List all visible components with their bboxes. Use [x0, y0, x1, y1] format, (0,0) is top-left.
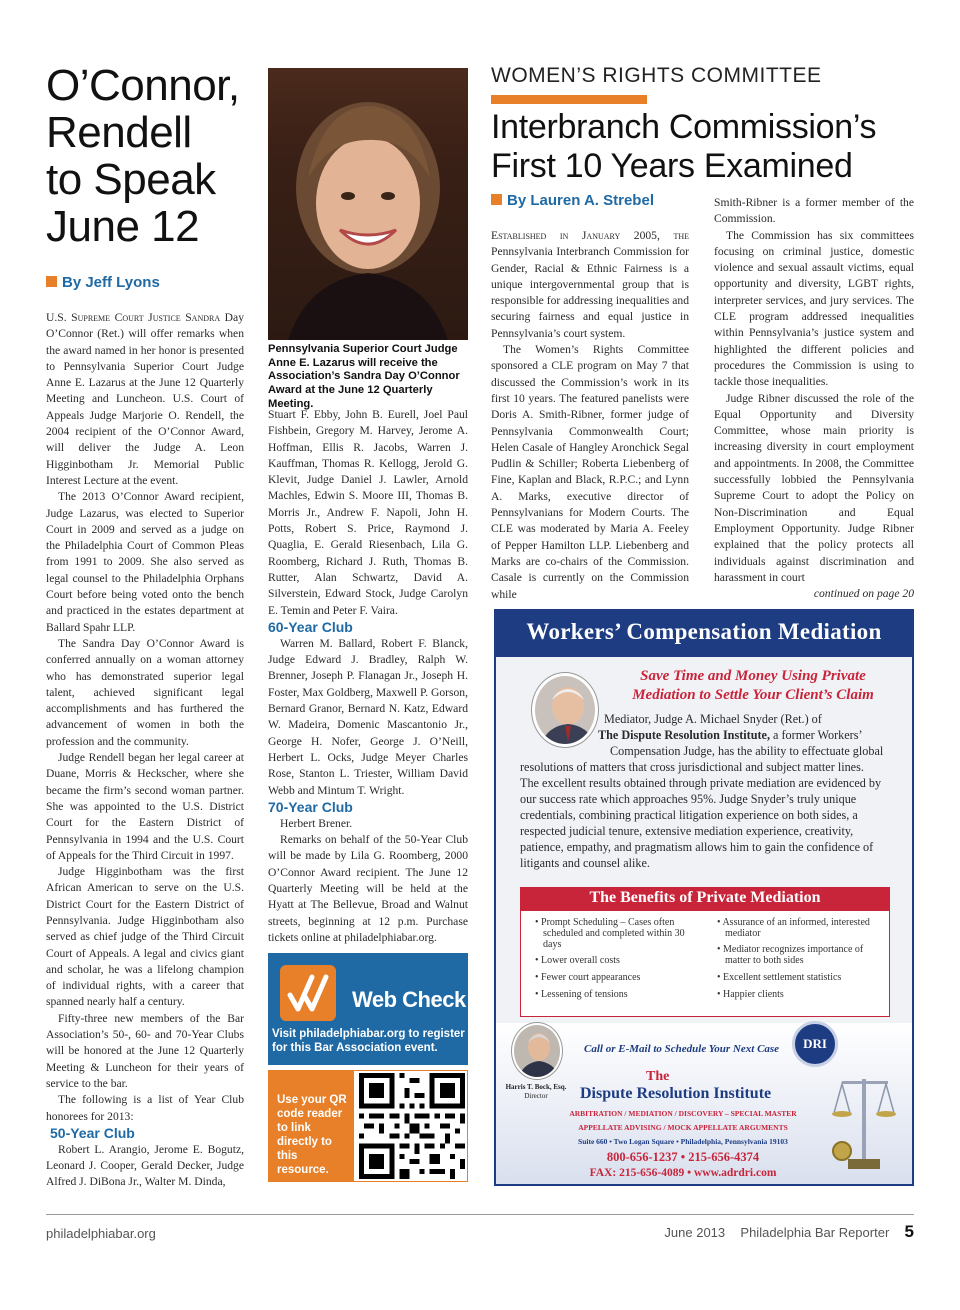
- portrait-illustration: [268, 68, 468, 340]
- qr-code-icon: [359, 1073, 465, 1179]
- body-line: Compensation Judge, has the ability to effectuate global: [610, 744, 884, 758]
- body-text: a former Workers’: [770, 728, 863, 742]
- club-60-heading: 60-Year Club: [268, 618, 353, 635]
- paragraph: The Women’s Rights Committee sponsored a CLE program on May 7 that discussed the Commission’s work in its first 10 years. The featured panelists were Doris A. Smith-Ribner, former judge of Pennsylvania Commonwealth Court; Helen Casale of Hangley Aronchick Segal Pudlin & Schiller; Roberta Liebenberg of Fine, Kaplan and Black, R.P.C.; and Lynn A. Marks, executive director of Pennsylvanians for Modern Courts. The CLE was moderated by Maria A. Feeley of Pepper Hamilton LLP. Liebenberg and Marks are co-chairs of the Commission. Casale is currently on the Commission while: [491, 343, 689, 601]
- middle-body: [268, 407, 468, 946]
- ad-body: [520, 711, 892, 871]
- left-article-body: [46, 310, 244, 1191]
- benefit-item: • Prompt Scheduling – Cases often scheduled and completed within 30 days: [535, 917, 685, 950]
- byline-text: By Jeff Lyons: [62, 274, 160, 291]
- right-byline: [491, 192, 654, 209]
- section-label: WOMEN’S RIGHTS COMMITTEE: [491, 64, 822, 87]
- benefits-left-list: [535, 917, 705, 1000]
- benefit-text: Lessening of tensions: [541, 989, 628, 1000]
- dri-seal-label: DRI: [803, 1036, 827, 1051]
- remarks-paragraph: Remarks on behalf of the 50-Year Club will be made by Lila G. Roomberg, 2000 O’Connor Award recipient. The June 12 Quarterly Meeting will be held at the Hyatt at The Bellevue, Broad and Walnut streets, beginning at 12 p.m. Purchase tickets online at philadelphiabar.org.: [268, 833, 468, 944]
- paragraph: The Commission has six committees focusing on criminal justice, domestic violence and sexual assault victims, equal opportunity and diversity, LGBT rights, interpreter services, and jury services. The CLE program addressed inequalities within Pennsylvania’s justice system and highlighted the different policies and procedures the Commission is using to tackle those inequalities.: [714, 228, 914, 389]
- paragraph: Judge Rendell began her legal career at Duane, Morris & Heckscher, where she became the firm’s second woman partner. She was appointed to the U.S. District Court for the Eastern District of Pennsylvania in 1994 and the U.S. Court of Appeals for the Third Circuit in 1997.: [46, 751, 244, 862]
- ad-fax-web[interactable]: FAX: 215-656-4089 • www.adrdri.com: [589, 1167, 777, 1179]
- orange-square-icon: [491, 194, 502, 205]
- benefit-item: • Assurance of an informed, interested mediator: [717, 917, 870, 939]
- club-50-names-continued: Stuart F. Ebby, John B. Eurell, Joel Paul Fishbein, Gregory M. Harvey, Jerome A. Hoffman, Ellis R. Jacobs, Warren J. Kauffman, Thomas R. Kellogg, Jerold G. Klevit, Judge Daniel J. Lawler, Arnold Machles, Edwin S. Moore III, Thomas B. Morris Jr., Andrew F. Napoli, John H. Potts, Robert S. Price, Raymond J. Quaglia, E. Gerald Riesenbach, Lila G. Roomberg, Richard J. Ruth, Thomas B. Rutter, Alan Schwartz, David A. Silverstein, Edward Stock, Judge Carolyn E. Temin and Peter F. Vaira.: [268, 408, 468, 617]
- benefit-text: Prompt Scheduling – Cases often scheduled and completed within 30 days: [541, 917, 685, 950]
- lead-in: Established in January 2005, the: [491, 229, 689, 242]
- benefit-item: • Lower overall costs: [535, 955, 620, 966]
- director-title: Director: [524, 1092, 548, 1100]
- ad-tagline: [608, 667, 898, 705]
- ad-phones[interactable]: 800-656-1237 • 215-656-4374: [606, 1150, 760, 1164]
- benefit-text: Mediator recognizes importance of matter to both sides: [723, 944, 864, 966]
- right-col-2: [714, 195, 914, 602]
- qr-code[interactable]: [359, 1073, 465, 1179]
- org-the: The: [646, 1069, 670, 1084]
- benefits-right-list: [717, 917, 882, 1000]
- qr-text: Use your QR code reader to link directly to this resource.: [277, 1094, 347, 1176]
- benefits-title: The Benefits of Private Mediation: [589, 889, 821, 906]
- benefit-text: Excellent settlement statistics: [723, 972, 842, 983]
- lazarus-photo: [268, 68, 468, 340]
- body-line: resolutions of matters that cross jurisdictional and subject matter lines.: [520, 760, 864, 774]
- ad-call-text[interactable]: Call or E-Mail to Schedule Your Next Case: [584, 1043, 780, 1055]
- right-article-title: [491, 108, 931, 186]
- paragraph: Fifty-three new members of the Bar Association’s 50-, 60- and 70-Year Clubs will be honored at the June 12 Quarterly Meeting & Luncheon for their years of service to the bar.: [46, 1011, 244, 1090]
- left-byline: [46, 274, 160, 291]
- benefit-text: Lower overall costs: [541, 955, 620, 966]
- webcheck-label: Web Check: [352, 987, 466, 1012]
- footer-right: [664, 1222, 914, 1242]
- double-check-icon: [280, 965, 336, 1021]
- photo-caption: Pennsylvania Superior Court Judge Anne E. Lazarus will receive the Association’s Sandra Day O’Connor Award at the June 12 Quarterly Meeting.: [268, 343, 460, 410]
- footer-date: June 2013: [664, 1225, 726, 1240]
- benefits-title-bar: [520, 887, 890, 911]
- club-60-names: Warren M. Ballard, Robert F. Blanck, Judge Edward J. Bradley, Ralph W. Brenner, Joseph P. Flanagan Jr., Joseph H. Foster, Max Goldberg, Maxwell P. Gorson, Bernard Granor, Bernard N. Katz, Edward W. Madeira, Domenic Mascantonio Jr., George H. Nofer, George J. O’Neill, Herbert L. Ocks, Judge Meyer Charles Rose, Stanton L. Triester, William David Webb and Mintum T. Wright.: [268, 636, 468, 797]
- title-line: Interbranch Commission’s: [491, 108, 877, 146]
- continued-link[interactable]: continued on page 20: [813, 587, 914, 601]
- footer-site[interactable]: philadelphiabar.org: [46, 1226, 156, 1241]
- title-line: to Speak: [46, 155, 216, 204]
- body-paragraph: The excellent results obtained through private mediation are evidenced by our success rate which approaches 95%. Judge Snyder’s truly unique credentials, combining practical litigation experience on both sides, a respected judicial tenure, extensive mediation experience, creativity, patience, empathy, and pragmatism allows him to gain the confidence of litigants and counsel alike.: [520, 776, 882, 870]
- bock-photo: [512, 1023, 562, 1079]
- services-line: APPELLATE ADVISING / MOCK APPELLATE ARGUMENTS: [578, 1123, 788, 1132]
- paragraph-text: Day O’Connor (Ret.) will offer remarks when the award named in her honor is presented to Pennsylvania Superior Court Judge Anne E. Lazarus at the June 12 Quarterly Meeting and Luncheon. U.S. Court of Appeals Judge Marjorie O. Rendell, the 2004 recipient of the O’Connor Award, will deliver the Judge A. Leon Higginbotham Jr. Memorial Public Interest Lecture at the event.: [46, 311, 245, 487]
- paragraph: Smith-Ribner is a former member of the Commission.: [714, 196, 914, 226]
- paragraph-text: Pennsylvania Interbranch Commission for Gender, Racial & Ethnic Fairness is a unique intergovernmental group that is responsible for addressing inequalities and securing fairness and equal justice in Pennsylvania’s court system.: [491, 245, 689, 340]
- portrait-illustration: [514, 1025, 562, 1079]
- section-underline: [491, 95, 647, 104]
- right-col-1: [491, 228, 689, 603]
- lead-in: U.S. Supreme Court Justice Sandra: [46, 311, 221, 324]
- director-name: Harris T. Bock, Esq.: [505, 1083, 567, 1091]
- mediation-ad[interactable]: [494, 609, 914, 1186]
- club-50-names: Robert L. Arangio, Jerome E. Bogutz, Leonard J. Cooper, Gerald Decker, Judge Alfred J. DiBona Jr., Walter M. Dinda,: [46, 1142, 244, 1189]
- dri-seal: [792, 1021, 838, 1067]
- paragraph: Judge Ribner discussed the role of the Equal Opportunity and Diversity Committee, whose main priority is increasing diversity in court employment and appointments. In 2008, the Committee successfully lobbied the Pennsylvania Supreme Court to adopt the Policy on Non-Discrimination and Equal Employment Opportunity. Judge Ribner explained that the policy protects all individuals against discrimination and harassment in court: [714, 391, 914, 584]
- ad-title-bar: [496, 611, 912, 657]
- paragraph: [491, 228, 689, 342]
- scales-of-justice-icon: [828, 1069, 900, 1177]
- org-name: Dispute Resolution Institute: [580, 1085, 772, 1102]
- paragraph: Judge Higginbotham was the first African American to serve on the U.S. District Court for the Eastern District of Pennsylvania. Judge Higginbotham also served as chief judge of the Third Circuit Court of Appeals. A legal and civics giant and scholar, he was a lifelong champion of individual rights, with a career that spanned nearly half a century.: [46, 865, 244, 1009]
- footer-publication: Philadelphia Bar Reporter: [740, 1225, 890, 1240]
- orange-square-icon: [46, 276, 57, 287]
- paragraph: The following is a list of Year Club honorees for 2013:: [46, 1093, 244, 1123]
- ad-bottom-panel: [496, 1023, 912, 1186]
- ad-title: Workers’ Compensation Mediation: [526, 619, 882, 644]
- benefits-panel: [520, 911, 890, 1017]
- org-name-bold: The Dispute Resolution Institute,: [598, 728, 770, 742]
- tagline-line: Save Time and Money Using Private: [640, 668, 866, 684]
- checkmark-icon: [280, 965, 336, 1021]
- benefit-text: Assurance of an informed, interested mediator: [722, 917, 870, 939]
- ad-address: Suite 660 • Two Logan Square • Philadelphia, Pennsylvania 19103: [578, 1137, 788, 1146]
- left-article-title: [46, 62, 266, 250]
- webcheck-box[interactable]: [268, 953, 468, 1065]
- byline-text: By Lauren A. Strebel: [507, 192, 654, 209]
- paragraph: The Sandra Day O’Connor Award is conferred annually on a woman attorney who has demonstrated superior legal talent, achieved significant legal accomplishments and has furthered the advancement of women in both the profession and the community.: [46, 636, 244, 748]
- club-70-names: Herbert Brener.: [280, 816, 353, 830]
- title-line: First 10 Years Examined: [491, 147, 853, 185]
- page-number: 5: [904, 1222, 914, 1241]
- body-line: [520, 727, 892, 743]
- title-line: June 12: [46, 202, 200, 251]
- club-50-heading: 50-Year Club: [50, 1124, 135, 1141]
- benefit-text: Happier clients: [723, 989, 784, 1000]
- paragraph: [46, 310, 244, 489]
- qr-text-panel: [269, 1071, 354, 1181]
- tagline-line: Mediation to Settle Your Client’s Claim: [632, 687, 874, 703]
- benefit-item: • Mediator recognizes importance of matter to both sides: [717, 944, 864, 966]
- footer-rule: [46, 1214, 914, 1215]
- benefit-item: • Lessening of tensions: [535, 989, 628, 1000]
- benefit-item: • Happier clients: [717, 989, 784, 1000]
- title-line: Rendell: [46, 108, 192, 157]
- paragraph: The 2013 O’Connor Award recipient, Judge Lazarus, was elected to Superior Court in 2009 and served as a judge on the Philadelphia Court of Common Pleas from 1991 to 2009. She also served as legal counsel to the Philadelphia Orphans Court before being voted onto the bench and practiced in the estates department at Ballard Spahr LLP.: [46, 490, 244, 634]
- body-line: Mediator, Judge A. Michael Snyder (Ret.) of: [604, 712, 822, 726]
- title-line: O’Connor,: [46, 61, 240, 110]
- benefit-item: • Fewer court appearances: [535, 972, 641, 983]
- benefit-item: • Excellent settlement statistics: [717, 972, 842, 983]
- qr-box[interactable]: [268, 1070, 468, 1182]
- webcheck-text: Visit philadelphiabar.org to register for this Bar Association event.: [272, 1028, 465, 1054]
- services-line: ARBITRATION / MEDIATION / DISCOVERY – SPECIAL MASTER: [569, 1109, 797, 1118]
- club-70-heading: 70-Year Club: [268, 798, 353, 815]
- benefit-text: Fewer court appearances: [541, 972, 641, 983]
